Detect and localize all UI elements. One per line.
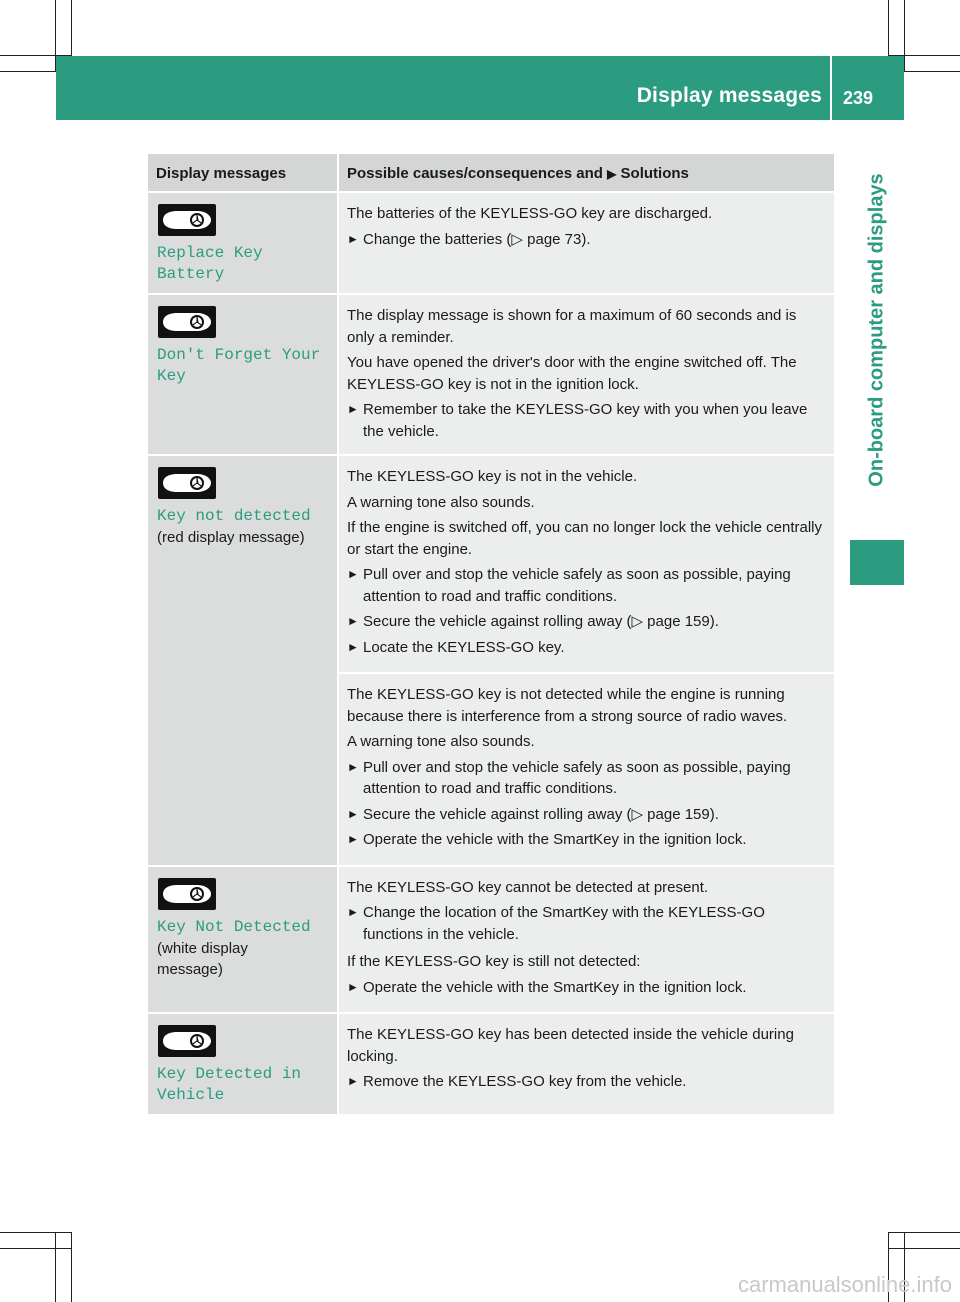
action-step-text: Operate the vehicle with the SmartKey in the ignition lock. [363, 831, 747, 848]
key-icon [157, 877, 217, 911]
cause-text: If the engine is switched off, you can no longer lock the vehicle centrally or start the engine. [347, 519, 822, 558]
cause-text: The display message is shown for a maximum of 60 seconds and is only a reminder. [347, 307, 797, 346]
display-messages-table [148, 154, 834, 1114]
display-message-line: Don't Forget Your [157, 346, 321, 364]
step-arrow-icon: ► [347, 614, 359, 628]
step-arrow-icon: ► [347, 759, 359, 774]
action-step-text: Remove the KEYLESS-GO key from the vehicle. [363, 1073, 687, 1090]
table-row [148, 293, 834, 454]
cause-text: If the KEYLESS-GO key is still not detected: [347, 953, 641, 970]
display-message: Replace Key Battery [157, 244, 263, 283]
message-cell [148, 1012, 337, 1114]
page-number: 239 [843, 88, 874, 108]
solution-cell [337, 672, 834, 865]
action-step-text: Remember to take the KEYLESS-GO key with you when you leave the vehicle. [363, 401, 808, 440]
action-step [347, 829, 828, 851]
header-divider [830, 56, 832, 120]
col-header-solutions [337, 154, 834, 191]
message-cell [148, 454, 337, 865]
crop-mark [71, 1232, 72, 1302]
crop-mark [55, 1232, 56, 1302]
display-message: Key Not Detected [157, 917, 311, 936]
action-step [347, 757, 828, 800]
chapter-label: On-board computer and displays [865, 173, 888, 487]
crop-mark [0, 1232, 72, 1233]
key-icon [157, 203, 217, 237]
crop-mark [0, 1248, 72, 1249]
message-cell [148, 293, 337, 454]
solution-arrow-icon: ▶ [607, 167, 617, 181]
action-step-text: Operate the vehicle with the SmartKey in the ignition lock. [363, 978, 747, 996]
cause-text: The KEYLESS-GO key cannot be detected at present. [347, 878, 709, 896]
action-step [347, 229, 828, 251]
crop-mark [888, 1232, 960, 1233]
action-step-text: Pull over and stop the vehicle safely as soon as possible, paying attention to road and traffic conditions. [363, 566, 791, 605]
watermark: carmanualsonline.info [737, 1272, 952, 1297]
action-step [347, 977, 828, 999]
step-arrow-icon: ► [347, 567, 359, 581]
solution-cell [337, 1012, 834, 1114]
table-row [148, 454, 834, 672]
solution-cell [337, 191, 834, 293]
cause-text: The KEYLESS-GO key is not in the vehicle. [347, 468, 638, 485]
key-icon [157, 1024, 217, 1058]
solution-cell [337, 865, 834, 1013]
display-message: Key not detected [157, 507, 311, 525]
step-arrow-icon: ► [347, 231, 359, 246]
cause-text: A warning tone also sounds. [347, 493, 535, 511]
chapter-tab-marker [850, 540, 904, 585]
action-step [347, 611, 828, 633]
message-note: (red display message) [157, 529, 305, 546]
action-step-text: Secure the vehicle against rolling away (▷ page 159). [363, 805, 719, 823]
step-arrow-icon: ► [347, 1074, 359, 1088]
key-icon [157, 305, 217, 339]
solution-cell [337, 293, 834, 454]
step-arrow-icon: ► [347, 832, 359, 846]
col-header-suffix: Solutions [620, 165, 689, 182]
step-arrow-icon: ► [347, 639, 359, 654]
step-arrow-icon: ► [347, 806, 359, 821]
display-message-line: Key Detected in [157, 1065, 302, 1083]
page-title: Display messages [636, 84, 822, 107]
action-step [347, 399, 828, 442]
message-note: (white display message) [157, 939, 248, 978]
action-step [347, 902, 828, 945]
display-message-line: Vehicle [157, 1086, 225, 1104]
col-header-display-messages: Display messages [148, 154, 337, 191]
message-cell [148, 865, 337, 1013]
step-arrow-icon: ► [347, 402, 359, 416]
message-cell [148, 191, 337, 293]
action-step-text: Secure the vehicle against rolling away (▷ page 159). [363, 613, 719, 630]
crop-mark [904, 0, 905, 72]
action-step-text: Change the batteries (▷ page 73). [363, 230, 591, 248]
action-step [347, 637, 828, 659]
key-icon [157, 466, 217, 500]
crop-mark [888, 1248, 960, 1249]
step-arrow-icon: ► [347, 905, 359, 919]
cause-text: You have opened the driver's door with the engine switched off. The KEYLESS-GO key is not in the ignition lock. [347, 354, 797, 393]
action-step [347, 1071, 828, 1093]
action-step [347, 804, 828, 826]
action-step-text: Change the location of the SmartKey with the KEYLESS-GO functions in the vehicle. [363, 904, 765, 943]
table-row [148, 1012, 834, 1114]
cause-text: A warning tone also sounds. [347, 733, 535, 750]
table-row [148, 191, 834, 293]
cause-text: The batteries of the KEYLESS-GO key are discharged. [347, 205, 713, 222]
col-header-prefix: Possible causes/consequences and [347, 165, 603, 182]
display-message-line: Key [157, 367, 186, 385]
action-step [347, 564, 828, 607]
action-step-text: Pull over and stop the vehicle safely as soon as possible, paying attention to road and traffic conditions. [363, 758, 791, 797]
step-arrow-icon: ► [347, 979, 359, 994]
cause-text: The KEYLESS-GO key has been detected inside the vehicle during locking. [347, 1026, 794, 1065]
table-row [148, 865, 834, 1013]
action-step-text: Locate the KEYLESS-GO key. [363, 638, 565, 656]
solution-cell [337, 454, 834, 672]
cause-text: The KEYLESS-GO key is not detected while the engine is running because there is interference from a strong source of radio waves. [347, 686, 788, 725]
